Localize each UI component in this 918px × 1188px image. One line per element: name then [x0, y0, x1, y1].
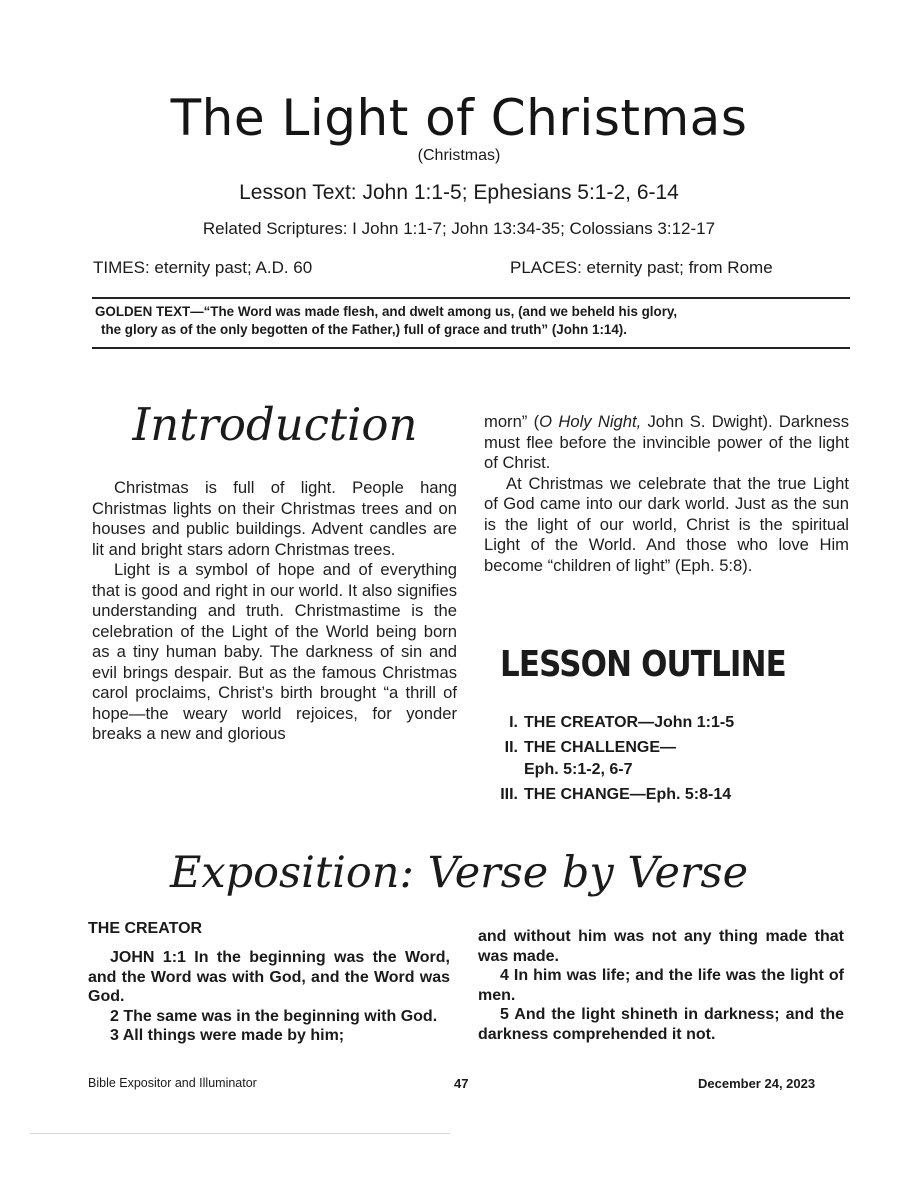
intro-paragraph-4: At Christmas we celebrate that the true Light of God came into our dark world. Just as the sun is the light of our world, Christ is the spiritual Light of the World. And those who love Him become “children of light” (Eph. 5:8). [484, 473, 849, 575]
exposition-heading: Exposition: Verse by Verse [169, 848, 749, 898]
places: PLACES: eternity past; from Rome [510, 258, 773, 277]
verse-1: JOHN 1:1 In the beginning was the Word, and the Word was with God, and the Word was God. [88, 949, 450, 1005]
golden-text-line2: the glory as of the only begotten of the Father,) full of grace and truth” (John 1:14). [101, 322, 627, 337]
verse-4: 4 In him was life; and the life was the light of men. [478, 967, 844, 1004]
outline-item: II. THE CHALLENGE— Eph. 5:1-2, 6-7 [504, 739, 676, 778]
golden-text-top-rule [92, 297, 850, 299]
subtitle: (Christmas) [417, 147, 501, 164]
introduction-left-column [92, 478, 457, 745]
intro-paragraph-2: Light is a symbol of hope and of everything that is good and right in our world. It also signifies understanding and truth. Christmastime is the celebration of the Light of the World being born as a tiny human baby. The darkness of sin and evil brings despair. But as the famous Christmas carol proclaims, Christ’s birth brought “a thrill of hope—the weary world rejoices, for yonder breaks a new and glorious [92, 560, 457, 743]
golden-text-bottom-rule [92, 347, 850, 349]
footer-date: December 24, 2023 [698, 1076, 816, 1091]
section-label: THE CREATOR [88, 920, 203, 937]
page-title: The Light of Christmas [170, 89, 748, 147]
verses-right-column [478, 927, 844, 1044]
introduction-right-column [484, 412, 849, 576]
introduction-heading: Introduction [132, 398, 418, 451]
intro-paragraph-3: morn” (O Holy Night, John S. Dwight). Darkness must flee before the invincible power of the light of Christ. [484, 412, 849, 472]
footer-page-number: 47 [454, 1076, 469, 1091]
page-edge-line [30, 1133, 450, 1134]
lesson-text: Lesson Text: John 1:1-5; Ephesians 5:1-2, 6-14 [239, 181, 679, 204]
footer-publication: Bible Expositor and Illuminator [88, 1076, 257, 1090]
verse-3-end: and without him was not any thing made that was made. [478, 928, 844, 965]
verse-2: 2 The same was in the beginning with God. [110, 1007, 438, 1025]
verse-5: 5 And the light shineth in darkness; and the darkness comprehended it not. [478, 1006, 844, 1043]
lesson-outline [494, 712, 734, 809]
lesson-outline-heading: LESSON OUTLINE [500, 644, 786, 685]
verse-3-start: 3 All things were made by him; [110, 1027, 345, 1044]
outline-item: I. THE CREATOR—John 1:1-5 [509, 714, 735, 731]
verses-left-column [88, 948, 450, 1046]
times: TIMES: eternity past; A.D. 60 [93, 258, 313, 277]
golden-text [95, 303, 855, 339]
outline-item: III. THE CHANGE—Eph. 5:8-14 [500, 786, 732, 803]
related-scriptures: Related Scriptures: I John 1:1-7; John 13:34-35; Colossians 3:12-17 [202, 219, 716, 238]
intro-paragraph-1: Christmas is full of light. People hang Christmas lights on their Christmas trees and on houses and public buildings. Advent candles are lit and bright stars adorn Christmas trees. [92, 478, 457, 559]
golden-text-line1: GOLDEN TEXT—“The Word was made flesh, and dwelt among us, (and we beheld his glory, [95, 304, 678, 319]
